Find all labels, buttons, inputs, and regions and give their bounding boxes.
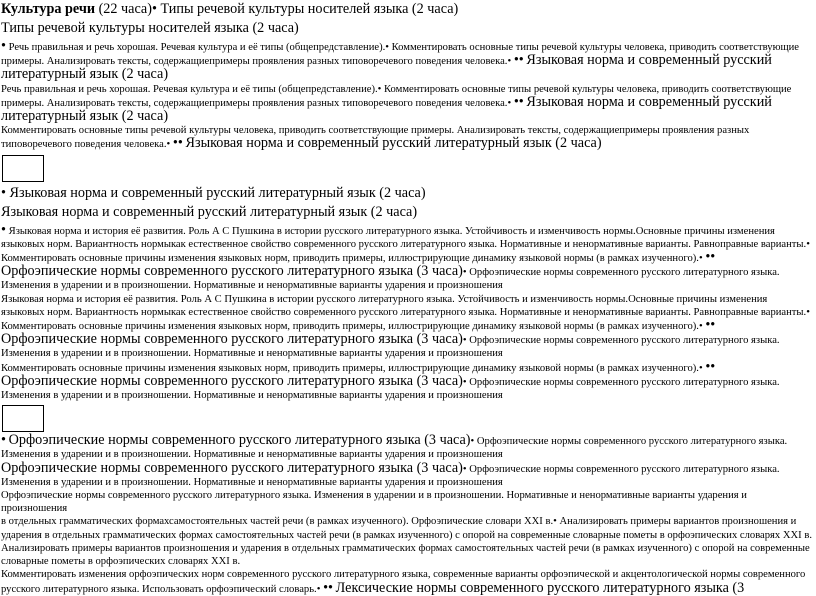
- bullet-icon: •: [470, 436, 475, 448]
- bullet-icon: •: [806, 306, 810, 318]
- comment-changes-text: Комментировать изменения орфоэпических норм современного русского литературного языка, современные варианты орфоэпической и акцентологической нормы современного русского литературного языка. Использовать орфоэпический словарь.: [1, 569, 806, 595]
- bullet-icon: •: [462, 267, 467, 279]
- comment-types-text: Комментировать основные типы речевой культуры человека, приводить соответствующие примеры. Анализировать тексты, содержащиепримеры проявления разных типоворечевого поведения человека.: [1, 42, 800, 68]
- bullet-icon: •: [462, 376, 467, 388]
- bullet-icon: •: [507, 97, 512, 109]
- bullet-icon: •: [385, 42, 389, 53]
- ortho-text: Орфоэпические нормы современного русского литературного языка. Изменения в ударении и в произношении. Нормативные и ненормативные варианты ударения и произношения: [1, 335, 780, 360]
- topic-ortho: Орфоэпические нормы современного русского литературного языка (3 часа): [8, 432, 471, 449]
- norm-history-text: Языковая норма и история её развития. Роль А С Пушкина в истории русского литературного языка. Устойчивость и изменчивость нормы.Основные причины изменения языковых норм. Вариантность нормыкак естественное свойство современного русского литературного языка. Нормативные и ненормативные варианты. Равноправные варианты.: [1, 225, 807, 250]
- course-heading: [1, 0, 812, 19]
- bullet-icon: •: [1, 221, 6, 238]
- ortho-grammar-text: в отдельных грамматических формахсамостоятельных частей речи (в рамках изученного). Орфоэпические словари XXI в.: [1, 516, 554, 528]
- bullet-icon: •: [1, 432, 6, 449]
- norm-paragraph-3: [1, 358, 812, 403]
- double-bullet-icon: ••: [513, 52, 524, 69]
- bullet-icon: •: [698, 253, 703, 265]
- bullet-icon: •: [1, 184, 6, 201]
- analyze-text: Анализировать примеры вариантов произношения и ударения в отдельных грамматических формах самостоятельных частей речи (в рамках изученного) с опорой на современные словарные пометы в орфоэпических словарях XXI в.: [1, 542, 810, 568]
- ortho-paragraph-2: [1, 459, 812, 489]
- topic-ortho-link: Орфоэпические нормы современного русского литературного языка (3 часа): [1, 263, 463, 280]
- bullet-icon: •: [377, 83, 382, 95]
- topic-ortho-link: Орфоэпические нормы современного русского литературного языка (3 часа): [1, 372, 463, 389]
- double-bullet-icon: ••: [705, 358, 716, 375]
- comment-norm-text: Комментировать основные причины изменения языковых норм, приводить примеры, иллюстрирующие динамику языковой нормы (в рамках изученного).: [1, 321, 699, 333]
- ortho-text: Орфоэпические нормы современного русского литературного языка. Изменения в ударении и в произношении. Нормативные и ненормативные варианты ударения и произношения: [1, 490, 747, 515]
- norm-paragraph-1: [1, 221, 812, 293]
- topic-norm-heading-2: Языковая норма и современный русский литературный язык (2 часа): [1, 203, 418, 220]
- topic-norm-link: Языковая норма и современный русский литературный язык (2 часа): [185, 135, 602, 152]
- course-hours: (22 часа): [95, 1, 152, 17]
- bullet-icon: •: [507, 56, 512, 68]
- culture-paragraph-3: [1, 124, 812, 151]
- comment-types-text: Комментировать основные типы речевой культуры человека, приводить соответствующие примеры. Анализировать тексты, содержащиепримеры проявления разных типоворечевого поведения человека.: [1, 125, 750, 151]
- double-bullet-icon: ••: [705, 249, 716, 266]
- comment-types-text: Комментировать основные типы речевой культуры человека, приводить соответствующие примеры. Анализировать тексты, содержащиепримеры проявления разных типоворечевого поведения человека.: [1, 83, 792, 109]
- culture-paragraph-2: [1, 83, 812, 125]
- empty-table-cell: [2, 155, 44, 182]
- ortho-text: Орфоэпические нормы современного русского литературного языка. Изменения в ударении и в произношении. Нормативные и ненормативные варианты ударения и произношения: [1, 463, 780, 488]
- double-bullet-icon: ••: [513, 93, 524, 110]
- topic-norm-link: Языковая норма и современный русский литературный язык (2 часа): [1, 93, 772, 125]
- comment-norm-text: Комментировать основные причины изменения языковых норм, приводить примеры, иллюстрирующие динамику языковой нормы (в рамках изученного).: [1, 362, 699, 374]
- ortho-paragraph-6: [1, 568, 812, 595]
- ortho-paragraph-3: [1, 489, 812, 515]
- topic-culture: Типы речевой культуры носителей языка (2 часа): [160, 1, 459, 17]
- ortho-paragraph-1: [1, 434, 812, 461]
- topic-norm-heading: [1, 184, 812, 203]
- bullet-icon: •: [316, 583, 321, 595]
- bullet-icon: •: [166, 139, 171, 151]
- bullet-icon: •: [151, 1, 157, 17]
- double-bullet-icon: ••: [705, 317, 716, 334]
- ortho-text: Орфоэпические нормы современного русского литературного языка. Изменения в ударении и в произношении. Нормативные и ненормативные варианты ударения и произношения: [1, 436, 788, 461]
- bullet-icon: •: [553, 516, 557, 528]
- speech-text: Речь правильная и речь хорошая. Речевая культура и её типы (общепредставление).: [8, 42, 386, 53]
- ortho-paragraph-5: [1, 542, 812, 568]
- analyze-text: Анализировать примеры вариантов произношения и ударения в отдельных грамматических формах самостоятельных частей речи (в рамках изученного) с опорой на современные словарные пометы в орфоэпических словарях XXI в.: [1, 516, 812, 541]
- comment-norm-text: Комментировать основные причины изменения языковых норм, приводить примеры, иллюстрирующие динамику языковой нормы (в рамках изученного).: [1, 253, 699, 265]
- bullet-icon: •: [698, 362, 703, 374]
- topic-lex-link: Лексические нормы современного русского литературного языка (3: [335, 579, 745, 596]
- double-bullet-icon: ••: [172, 135, 183, 152]
- bullet-icon: •: [462, 463, 467, 475]
- bullet-icon: •: [462, 335, 467, 347]
- culture-paragraph-1: [1, 40, 812, 83]
- bullet-icon: •: [806, 238, 810, 250]
- norm-paragraph-2: [1, 293, 812, 361]
- topic-culture-heading: Типы речевой культуры носителей языка (2 часа): [1, 20, 299, 36]
- bullet-icon: •: [1, 38, 6, 54]
- topic-ortho: Орфоэпические нормы современного русского литературного языка (3 часа): [1, 459, 463, 476]
- speech-text: Речь правильная и речь хорошая. Речевая культура и её типы (общепредставление).: [1, 83, 378, 95]
- ortho-text: Орфоэпические нормы современного русского литературного языка. Изменения в ударении и в произношении. Нормативные и ненормативные варианты ударения и произношения: [1, 267, 780, 292]
- ortho-text: Орфоэпические нормы современного русского литературного языка. Изменения в ударении и в произношении. Нормативные и ненормативные варианты ударения и произношения: [1, 376, 780, 402]
- course-title: Культура речи: [1, 1, 96, 17]
- empty-table-cell: [2, 405, 44, 432]
- double-bullet-icon: ••: [323, 579, 333, 596]
- norm-history-text: Языковая норма и история её развития. Роль А С Пушкина в истории русского литературного языка. Устойчивость и изменчивость нормы.Основные причины изменения языковых норм. Вариантность нормыкак естественное свойство современного русского литературного языка. Нормативные и ненормативные варианты. Равноправные варианты.: [1, 293, 807, 318]
- ortho-paragraph-4: [1, 515, 812, 541]
- bullet-icon: •: [698, 321, 703, 333]
- topic-norm-link: Языковая норма и современный русский литературный язык (2 часа): [1, 52, 772, 83]
- topic-norm: Языковая норма и современный русский литературный язык (2 часа): [9, 184, 426, 201]
- topic-ortho-link: Орфоэпические нормы современного русского литературного языка (3 часа): [1, 331, 463, 348]
